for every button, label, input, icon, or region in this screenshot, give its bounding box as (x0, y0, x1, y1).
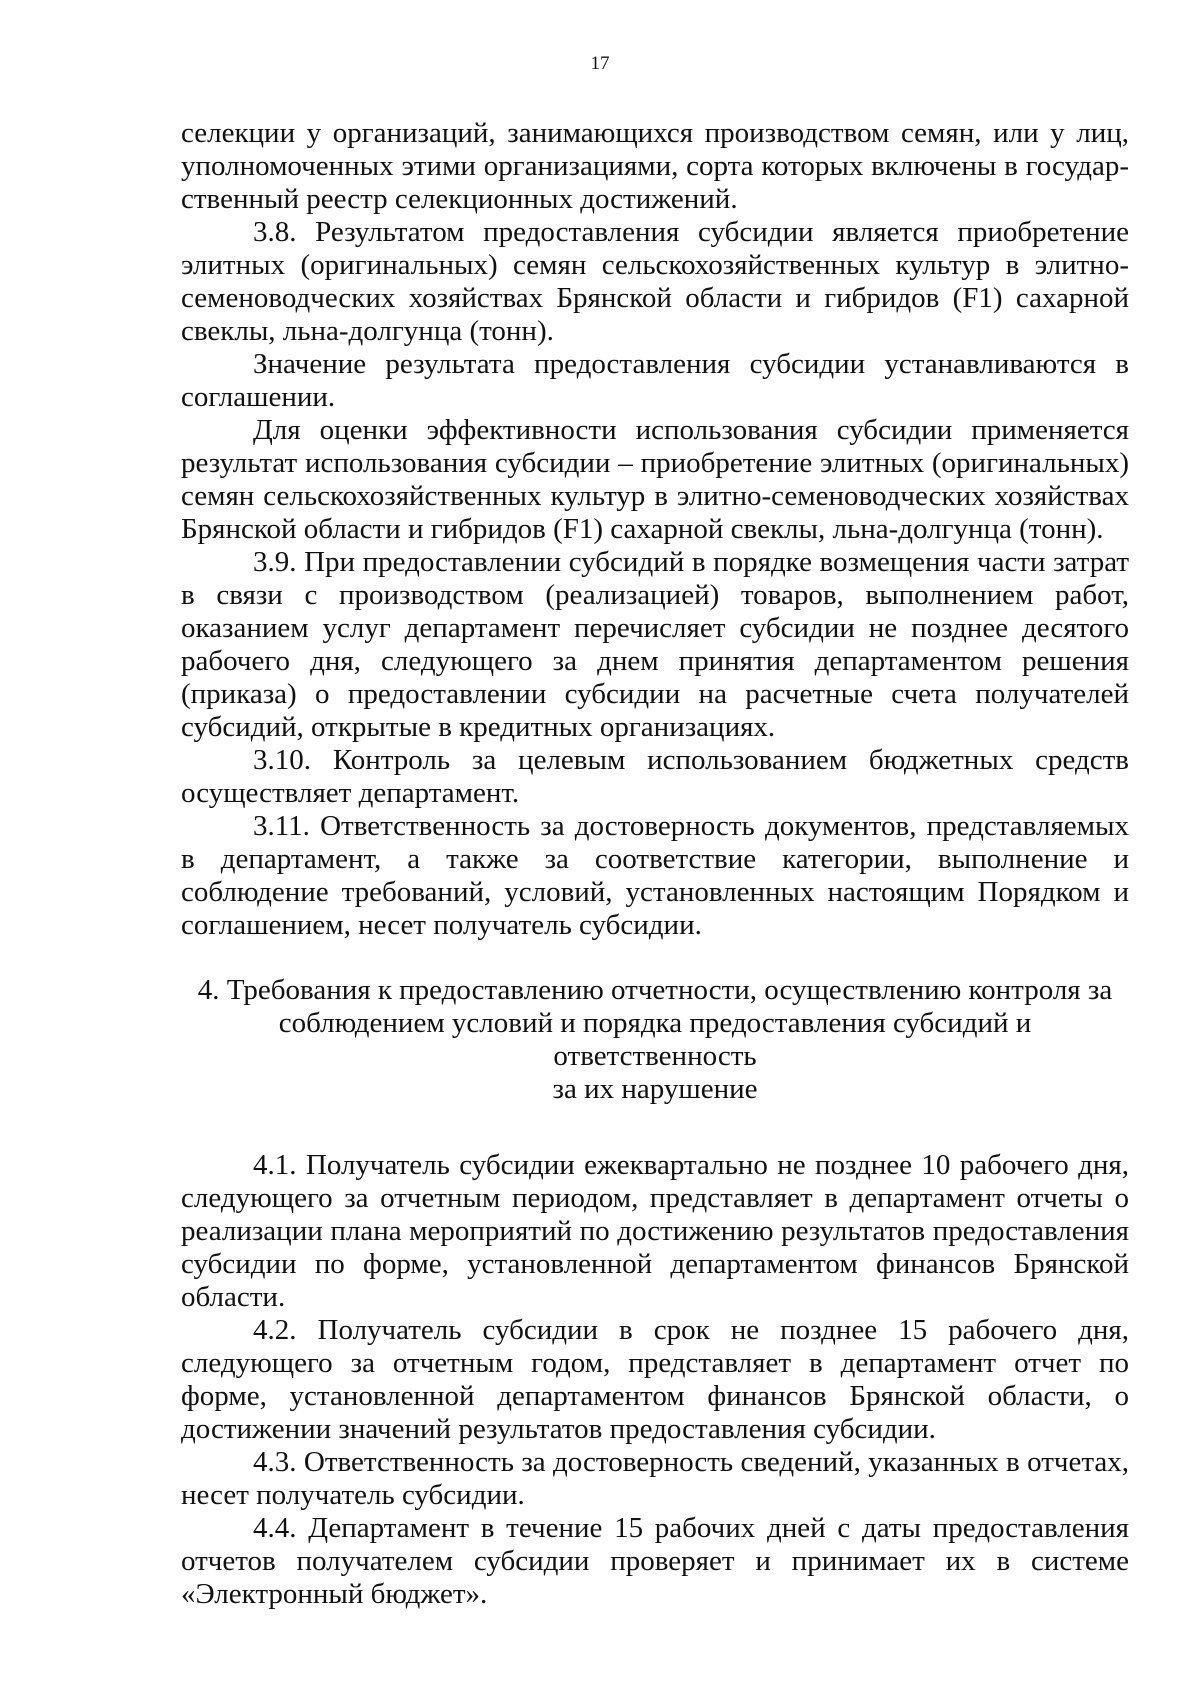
paragraph-efficiency: Для оценки эффективности использования субсидии применяется результат использования субсидии – приобретение элитных (оригинальных) семян сельскохозяйственных культур в элитно-семеноводческих хозяйствах Брянской области и гибридов (F1) сахарной свеклы, льна-долгунца (тонн). (181, 414, 1129, 545)
paragraph-continuation: селекции у организаций, занимающихся производством семян, или у лиц, уполномоченных этими организациями, сорта которых включены в государственный реестр селекционных достижений. (181, 117, 1129, 215)
paragraph-4-3: 4.3. Ответственность за достоверность сведений, указанных в отчетах, несет получатель субсидии. (181, 1446, 1129, 1511)
paragraph-3-9: 3.9. При предоставлении субсидий в порядке возмещения части затрат в связи с производством (реализацией) товаров, выполнением работ, оказанием услуг департамент перечисляет субсидии не позднее десятого рабочего дня, следующего за днем принятия департаментом решения (приказа) о предоставлении субсидии на расчетные счета получателей субсидий, открытые в кредитных организациях. (181, 546, 1129, 743)
paragraph-3-11: 3.11. Ответственность за достоверность документов, представляемых в департамент, а также за соответствие категории, выполнение и соблюдение требований, условий, установленных настоящим Порядком и соглашением, несет получатель субсидии. (181, 810, 1129, 941)
paragraph-result-value: Значение результата предоставления субсидии устанавливаются в соглашении. (181, 348, 1129, 413)
paragraph-3-10: 3.10. Контроль за целевым использованием бюджетных средств осуществляет департамент. (181, 744, 1129, 809)
section-heading-line-1: 4. Требования к предоставлению отчетности, осуществлению контроля за (197, 974, 1113, 1006)
document-body (181, 117, 1129, 1611)
section-heading (181, 974, 1129, 1106)
paragraph-3-8: 3.8. Результатом предоставления субсидии является приобретение элитных (оригинальных) семян сельскохозяйственных культур в элитно-семеноводческих хозяйствах Брянской области и гибридов (F1) сахарной свеклы, льна-долгунца (тонн). (181, 216, 1129, 347)
section-heading-line-2: соблюдением условий и порядка предоставления субсидий и ответственность (278, 1007, 1032, 1072)
page-number: 17 (590, 53, 610, 74)
section-heading-line-3: за их нарушение (552, 1073, 758, 1105)
paragraph-4-1: 4.1. Получатель субсидии ежеквартально не позднее 10 рабочего дня, следующего за отчетным периодом, представляет в департамент отчеты о реализации плана мероприятий по достижению результатов предоставления субсидии по форме, установленной департаментом финансов Брянской области. (181, 1149, 1129, 1313)
paragraph-4-2: 4.2. Получатель субсидии в срок не позднее 15 рабочего дня, следующего за отчетным годом, представляет в департамент отчет по форме, установленной департаментом финансов Брянской области, о достижении значений результатов предоставления субсидии. (181, 1314, 1129, 1445)
paragraph-4-4: 4.4. Департамент в течение 15 рабочих дней с даты предоставления отчетов получателем субсидии проверяет и принимает их в системе «Электронный бюджет». (181, 1512, 1129, 1610)
